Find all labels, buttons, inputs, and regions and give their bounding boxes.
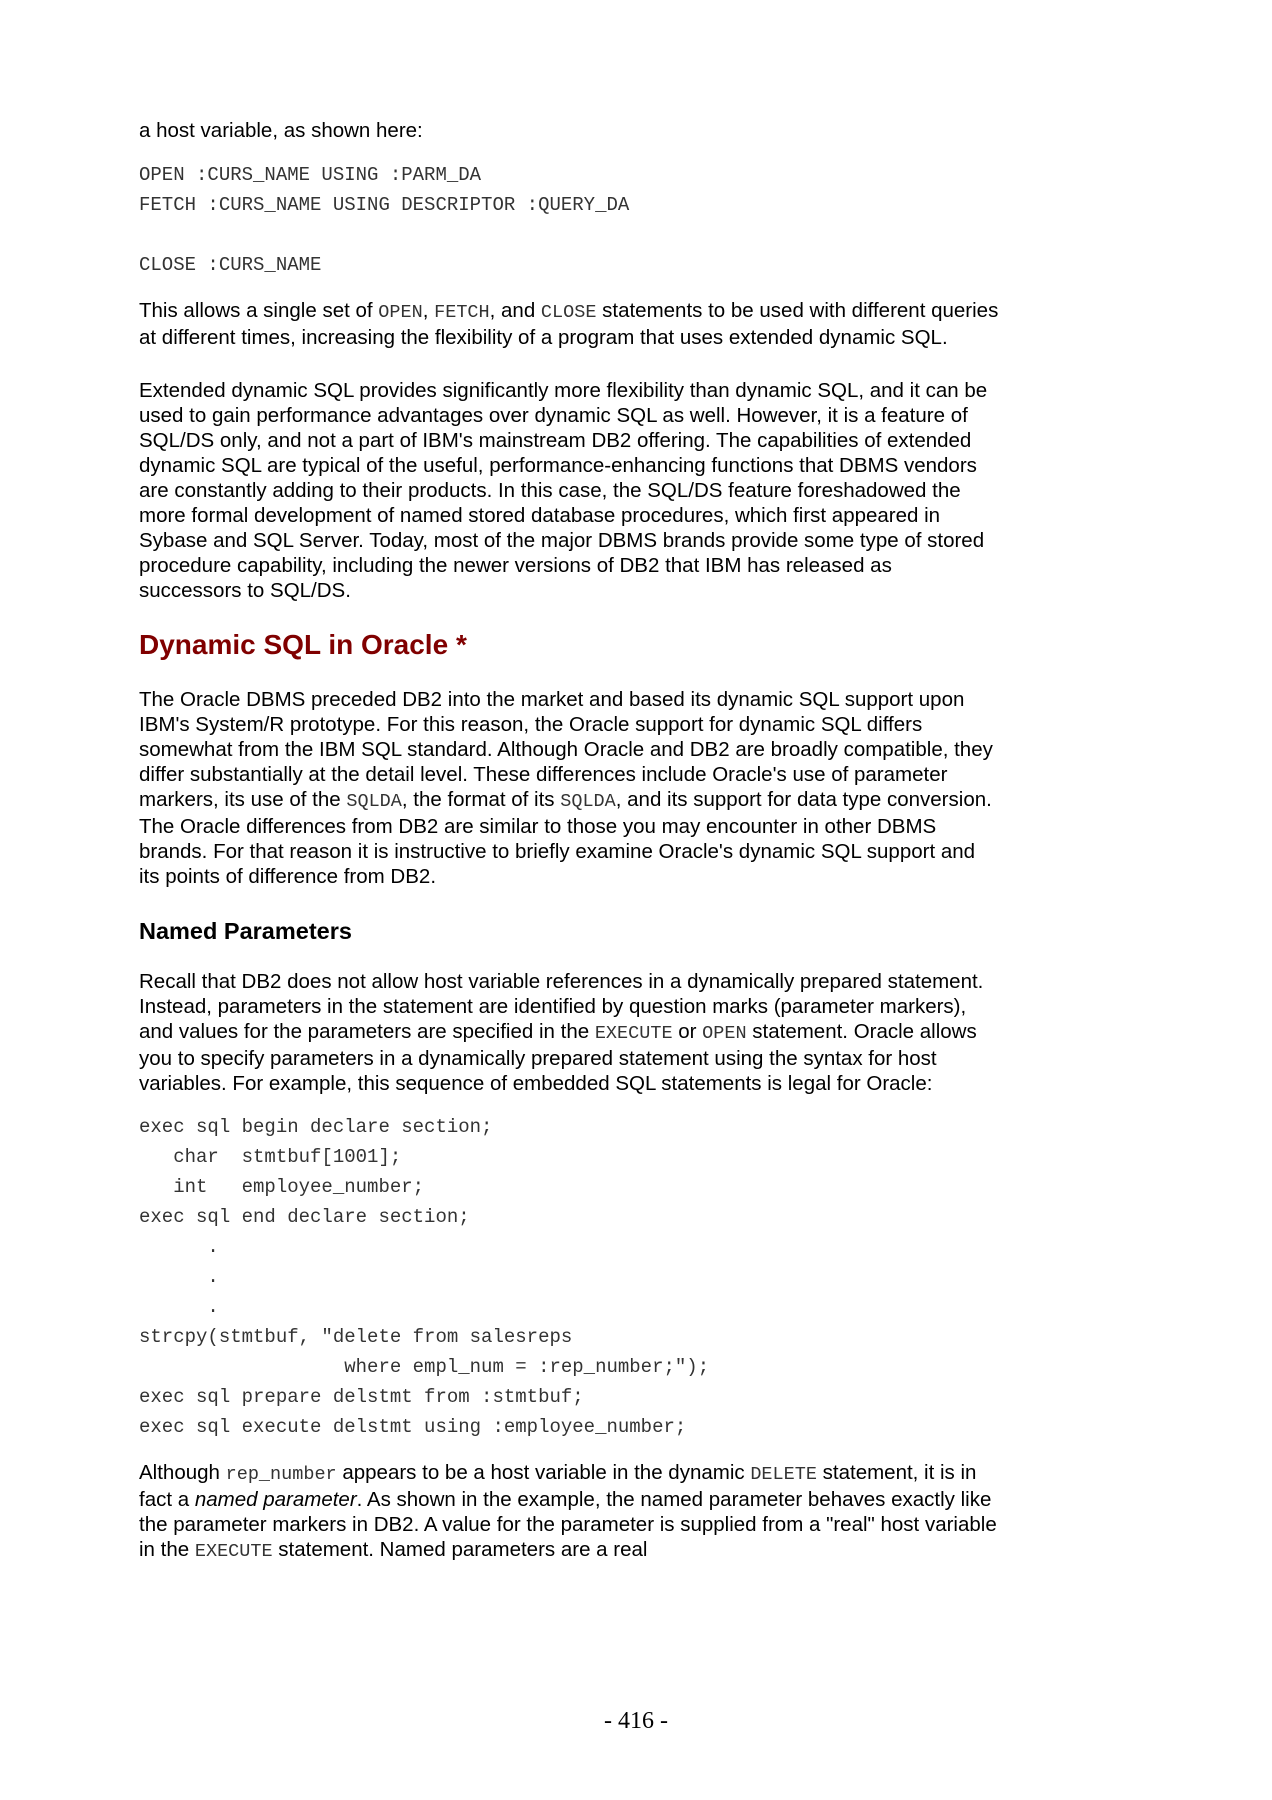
inline-code: SQLDA xyxy=(346,791,402,812)
code-line: exec sql execute delstmt using :employee_number; xyxy=(139,1416,687,1438)
code-line: exec sql begin declare section; xyxy=(139,1116,493,1138)
paragraph-recall-db2: Recall that DB2 does not allow host variable references in a dynamically prepared statement. Instead, parameters in the statement are identified by question marks (parameter markers), and values for the parameters are specified in the EXECUTE or OPEN statement. Oracle allows you to specify parameters in a dynamically prepared statement using the syntax for host variables. For example, this sequence of embedded SQL statements is legal for Oracle: xyxy=(139,970,984,1095)
inline-code: DELETE xyxy=(750,1464,817,1485)
code-line: CLOSE :CURS_NAME xyxy=(139,254,322,276)
code-block-oracle-example xyxy=(139,1112,999,1442)
code-line: . xyxy=(139,1266,219,1288)
code-line: . xyxy=(139,1236,219,1258)
section-heading-dynamic-sql-oracle: Dynamic SQL in Oracle * xyxy=(139,629,467,660)
code-line xyxy=(139,220,999,250)
paragraph-open-fetch-close: This allows a single set of OPEN, FETCH, and CLOSE statements to be used with different queries at different times, increasing the flexibility of a program that uses extended dynamic SQL. xyxy=(139,299,999,349)
code-block-cursor xyxy=(139,160,999,280)
code-line: where empl_num = :rep_number;"); xyxy=(139,1356,710,1378)
code-line: FETCH :CURS_NAME USING DESCRIPTOR :QUERY_DA xyxy=(139,194,630,216)
code-line: char stmtbuf[1001]; xyxy=(139,1146,402,1168)
code-line: strcpy(stmtbuf, "delete from salesreps xyxy=(139,1326,573,1348)
inline-code: FETCH xyxy=(434,302,490,323)
code-line: OPEN :CURS_NAME USING :PARM_DA xyxy=(139,164,482,186)
page-number: - 416 - xyxy=(604,1708,668,1734)
document-page xyxy=(139,118,999,1564)
paragraph-oracle-dbms: The Oracle DBMS preceded DB2 into the market and based its dynamic SQL support upon IBM's System/R prototype. For this reason, the Oracle support for dynamic SQL differs somewhat from the IBM SQL standard. Although Oracle and DB2 are broadly compatible, they differ substantially at the detail level. These differences include Oracle's use of parameter markers, its use of the SQLDA, the format of its SQLDA, and its support for data type conversion. The Oracle differences from DB2 are similar to those you may encounter in other DBMS brands. For that reason it is instructive to briefly examine Oracle's dynamic SQL support and its points of difference from DB2. xyxy=(139,688,993,888)
inline-code: SQLDA xyxy=(560,791,616,812)
code-line: int employee_number; xyxy=(139,1176,425,1198)
emphasis-named-parameter: named parameter xyxy=(194,1488,357,1511)
inline-code: EXECUTE xyxy=(594,1023,673,1044)
inline-code: OPEN xyxy=(702,1023,747,1044)
inline-code: EXECUTE xyxy=(194,1541,273,1562)
paragraph-named-parameter: Although rep_number appears to be a host variable in the dynamic DELETE statement, it is in fact a named parameter. As shown in the example, the named parameter behaves exactly like the parameter markers in DB2. A value for the parameter is supplied from a "real" host variable in the EXECUTE statement. Named parameters are a real xyxy=(139,1461,997,1562)
subsection-heading-named-parameters: Named Parameters xyxy=(139,918,352,944)
inline-code: CLOSE xyxy=(540,302,597,323)
code-line: . xyxy=(139,1296,219,1318)
paragraph-extended-dynamic-sql: Extended dynamic SQL provides significantly more flexibility than dynamic SQL, and it can be used to gain performance advantages over dynamic SQL as well. However, it is a feature of SQL/DS only, and not a part of IBM's mainstream DB2 offering. The capabilities of extended dynamic SQL are typical of the useful, performance-enhancing functions that DBMS vendors are constantly adding to their products. In this case, the SQL/DS feature foreshadowed the more formal development of named stored database procedures, which first appeared in Sybase and SQL Server. Today, most of the major DBMS brands provide some type of stored procedure capability, including the newer versions of DB2 that IBM has released as successors to SQL/DS. xyxy=(139,379,988,602)
inline-code: rep_number xyxy=(225,1464,337,1485)
inline-code: OPEN xyxy=(378,302,423,323)
code-line: exec sql end declare section; xyxy=(139,1206,470,1228)
code-line: exec sql prepare delstmt from :stmtbuf; xyxy=(139,1386,584,1408)
intro-text: a host variable, as shown here: xyxy=(139,119,423,142)
